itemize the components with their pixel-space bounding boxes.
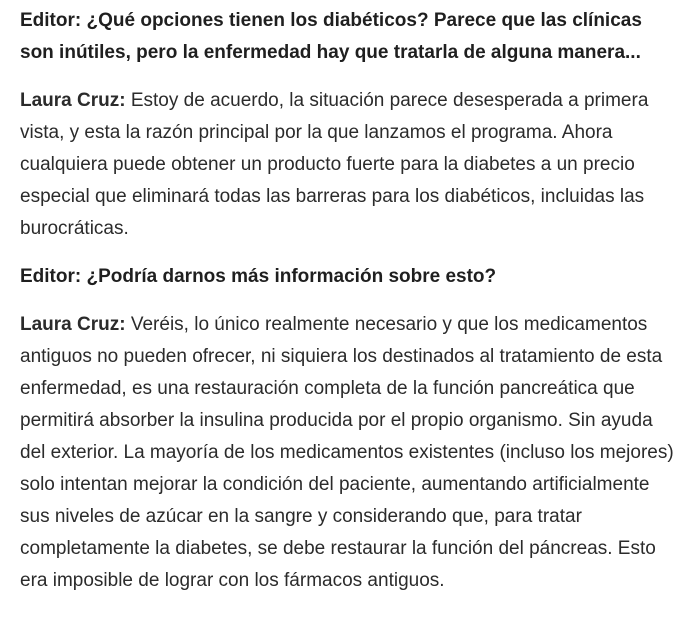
editor-question-1 — [20, 5, 680, 69]
speaker-editor: Editor: — [20, 10, 82, 31]
answer-text: Estoy de acuerdo, la situación parece desesperada a primera vista, y esta la razón principal por la que lanzamos el programa. Ahora cualquiera puede obtener un producto fuerte para la diabetes a un precio especial que eliminará todas las barreras para los diabéticos, incluidas las burocráticas. — [20, 90, 649, 239]
laura-answer-1 — [20, 85, 680, 245]
speaker-laura: Laura Cruz: — [20, 314, 126, 335]
question-text: ¿Qué opciones tienen los diabéticos? Parece que las clínicas son inútiles, pero la enfermedad hay que tratarla de alguna manera... — [20, 10, 642, 63]
speaker-editor: Editor: — [20, 266, 82, 287]
question-text: ¿Podría darnos más información sobre esto? — [86, 266, 497, 287]
speaker-laura: Laura Cruz: — [20, 90, 126, 111]
editor-question-2 — [20, 261, 680, 293]
answer-text: Veréis, lo único realmente necesario y que los medicamentos antiguos no pueden ofrecer, ni siquiera los destinados al tratamiento de esta enfermedad, es una restauración completa de la función pancreática que permitirá absorber la insulina producida por el propio organismo. Sin ayuda del exterior. La mayoría de los medicamentos existentes (incluso los mejores) solo intentan mejorar la condición del paciente, aumentando artificialmente sus niveles de azúcar en la sangre y considerando que, para tratar completamente la diabetes, se debe restaurar la función del páncreas. Esto era imposible de lograr con los fármacos antiguos. — [20, 314, 674, 591]
laura-answer-2 — [20, 309, 680, 597]
